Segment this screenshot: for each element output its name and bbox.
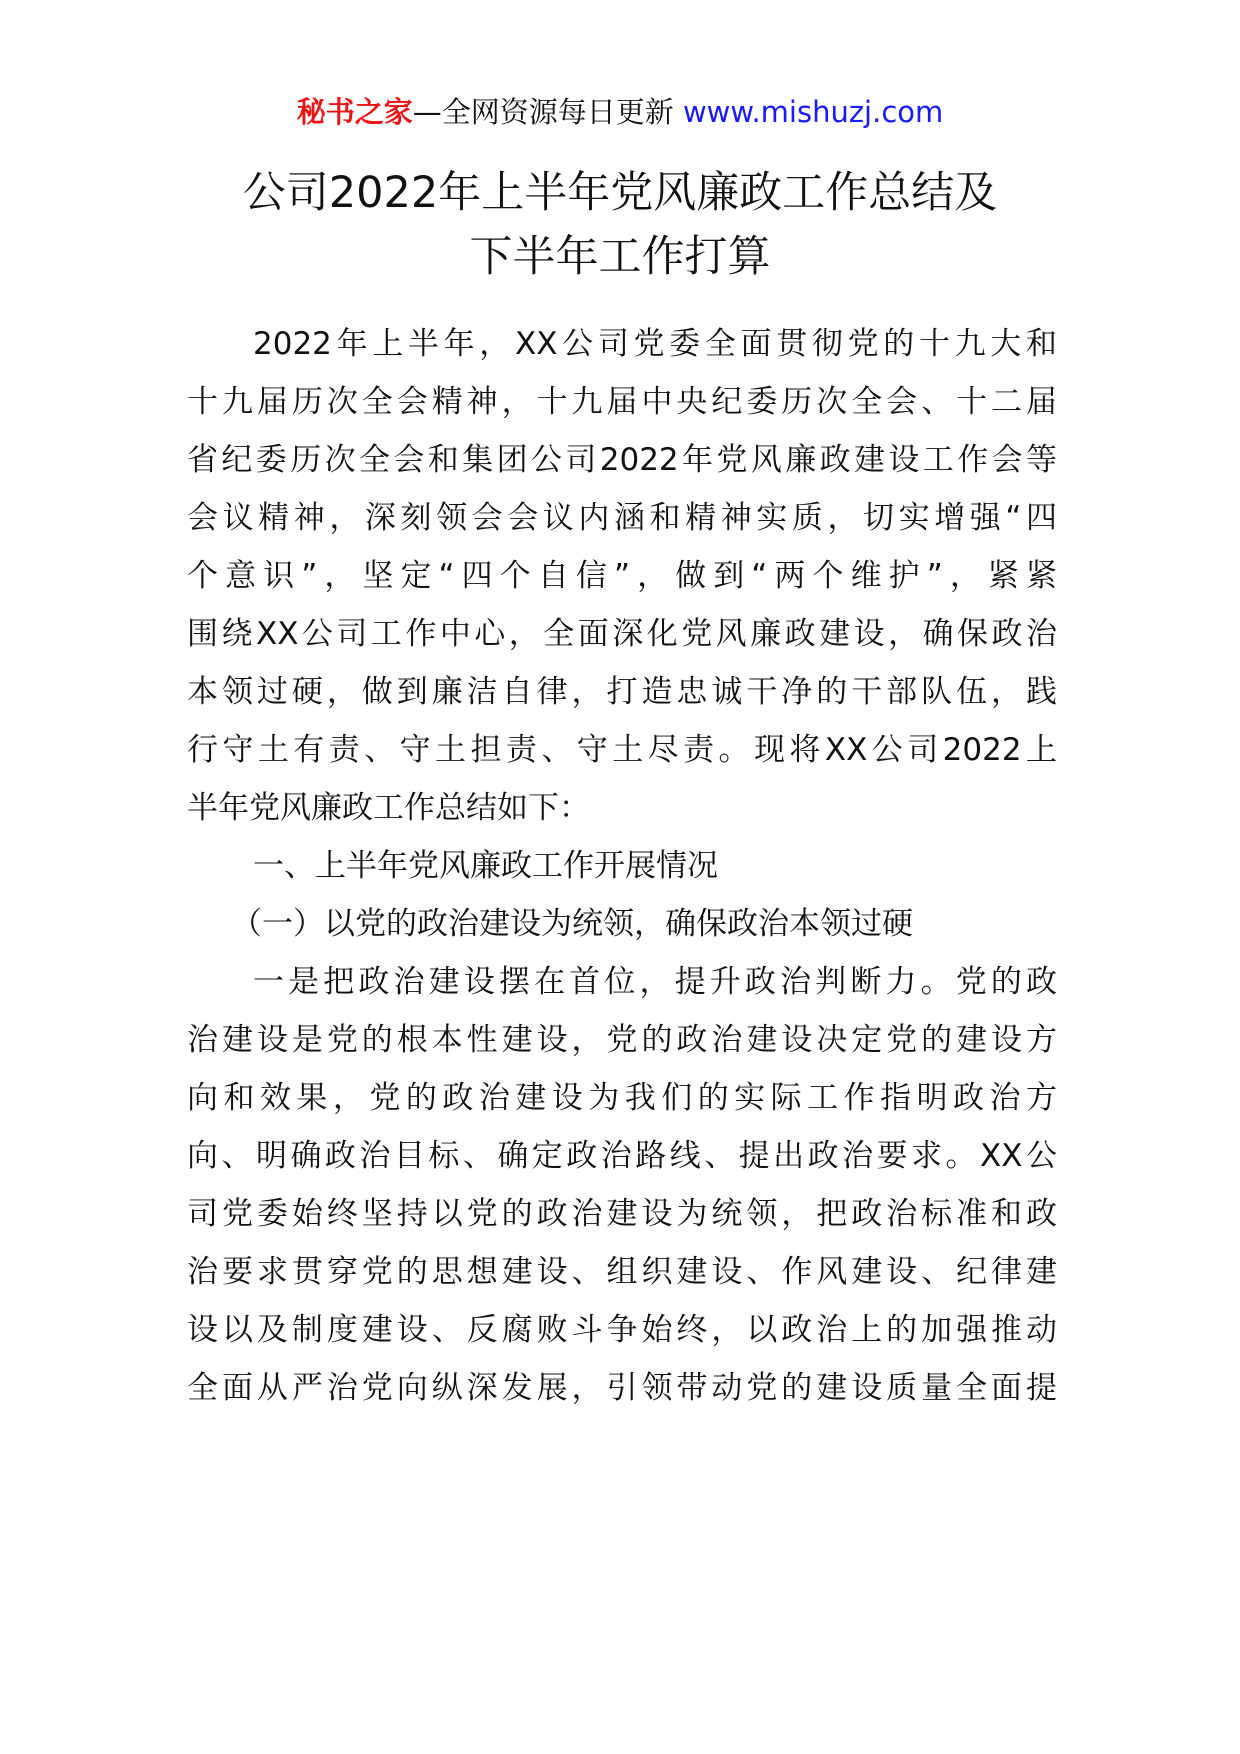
section-heading: 一、上半年党风廉政工作开展情况: [253, 848, 718, 884]
paragraph-1-line: 本领过硬，做到廉洁自律，打造忠诚干净的干部队伍，践: [187, 674, 1057, 710]
paragraph-1-line: 行守土有责、守土担责、守土尽责。现将XX公司2022上: [187, 732, 1057, 768]
paragraph-2-line: 向、明确政治目标、确定政治路线、提出政治要求。XX公: [187, 1138, 1057, 1174]
paragraph-2-line: 司党委始终坚持以党的政治建设为统领，把政治标准和政: [187, 1196, 1057, 1232]
header-tagline: —全网资源每日更新: [412, 95, 674, 129]
paragraph-2-line: 设以及制度建设、反腐败斗争始终，以政治上的加强推动: [187, 1312, 1057, 1348]
paragraph-1-line: 围绕XX公司工作中心，全面深化党风廉政建设，确保政治: [187, 616, 1057, 652]
paragraph-1-line: 十九届历次全会精神，十九届中央纪委历次全会、十二届: [187, 384, 1057, 420]
site-header: [0, 92, 1240, 132]
paragraph-1-line: 2022年上半年，XX公司党委全面贯彻党的十九大和: [253, 326, 1057, 362]
paragraph-2-line: 治建设是党的根本性建设，党的政治建设决定党的建设方: [187, 1022, 1057, 1058]
paragraph-1-line: 省纪委历次全会和集团公司2022年党风廉政建设工作会等: [187, 442, 1057, 478]
brand-name: 秘书之家: [296, 95, 413, 129]
paragraph-2-line: 向和效果，党的政治建设为我们的实际工作指明政治方: [187, 1080, 1057, 1116]
paragraph-1-line: 个意识”，坚定“四个自信”，做到“两个维护”，紧紧: [187, 558, 1057, 594]
document-title-line-1: 公司2022年上半年党风廉政工作总结及: [242, 168, 998, 218]
paragraph-1-line: 会议精神，深刻领会会议内涵和精神实质，切实增强“四: [187, 500, 1057, 536]
paragraph-2-line: 治要求贯穿党的思想建设、组织建设、作风建设、纪律建: [187, 1254, 1057, 1290]
paragraph-2-line: 一是把政治建设摆在首位，提升政治判断力。党的政: [253, 964, 1057, 1000]
paragraph-1-line: 半年党风廉政工作总结如下：: [187, 790, 590, 826]
subsection-heading: （一）以党的政治建设为统领，确保政治本领过硬: [231, 906, 913, 942]
site-url-link[interactable]: www.mishuzj.com: [682, 95, 944, 129]
paragraph-2-line: 全面从严治党向纵深发展，引领带动党的建设质量全面提: [187, 1370, 1057, 1406]
document-title-line-2: 下半年工作打算: [469, 232, 771, 282]
